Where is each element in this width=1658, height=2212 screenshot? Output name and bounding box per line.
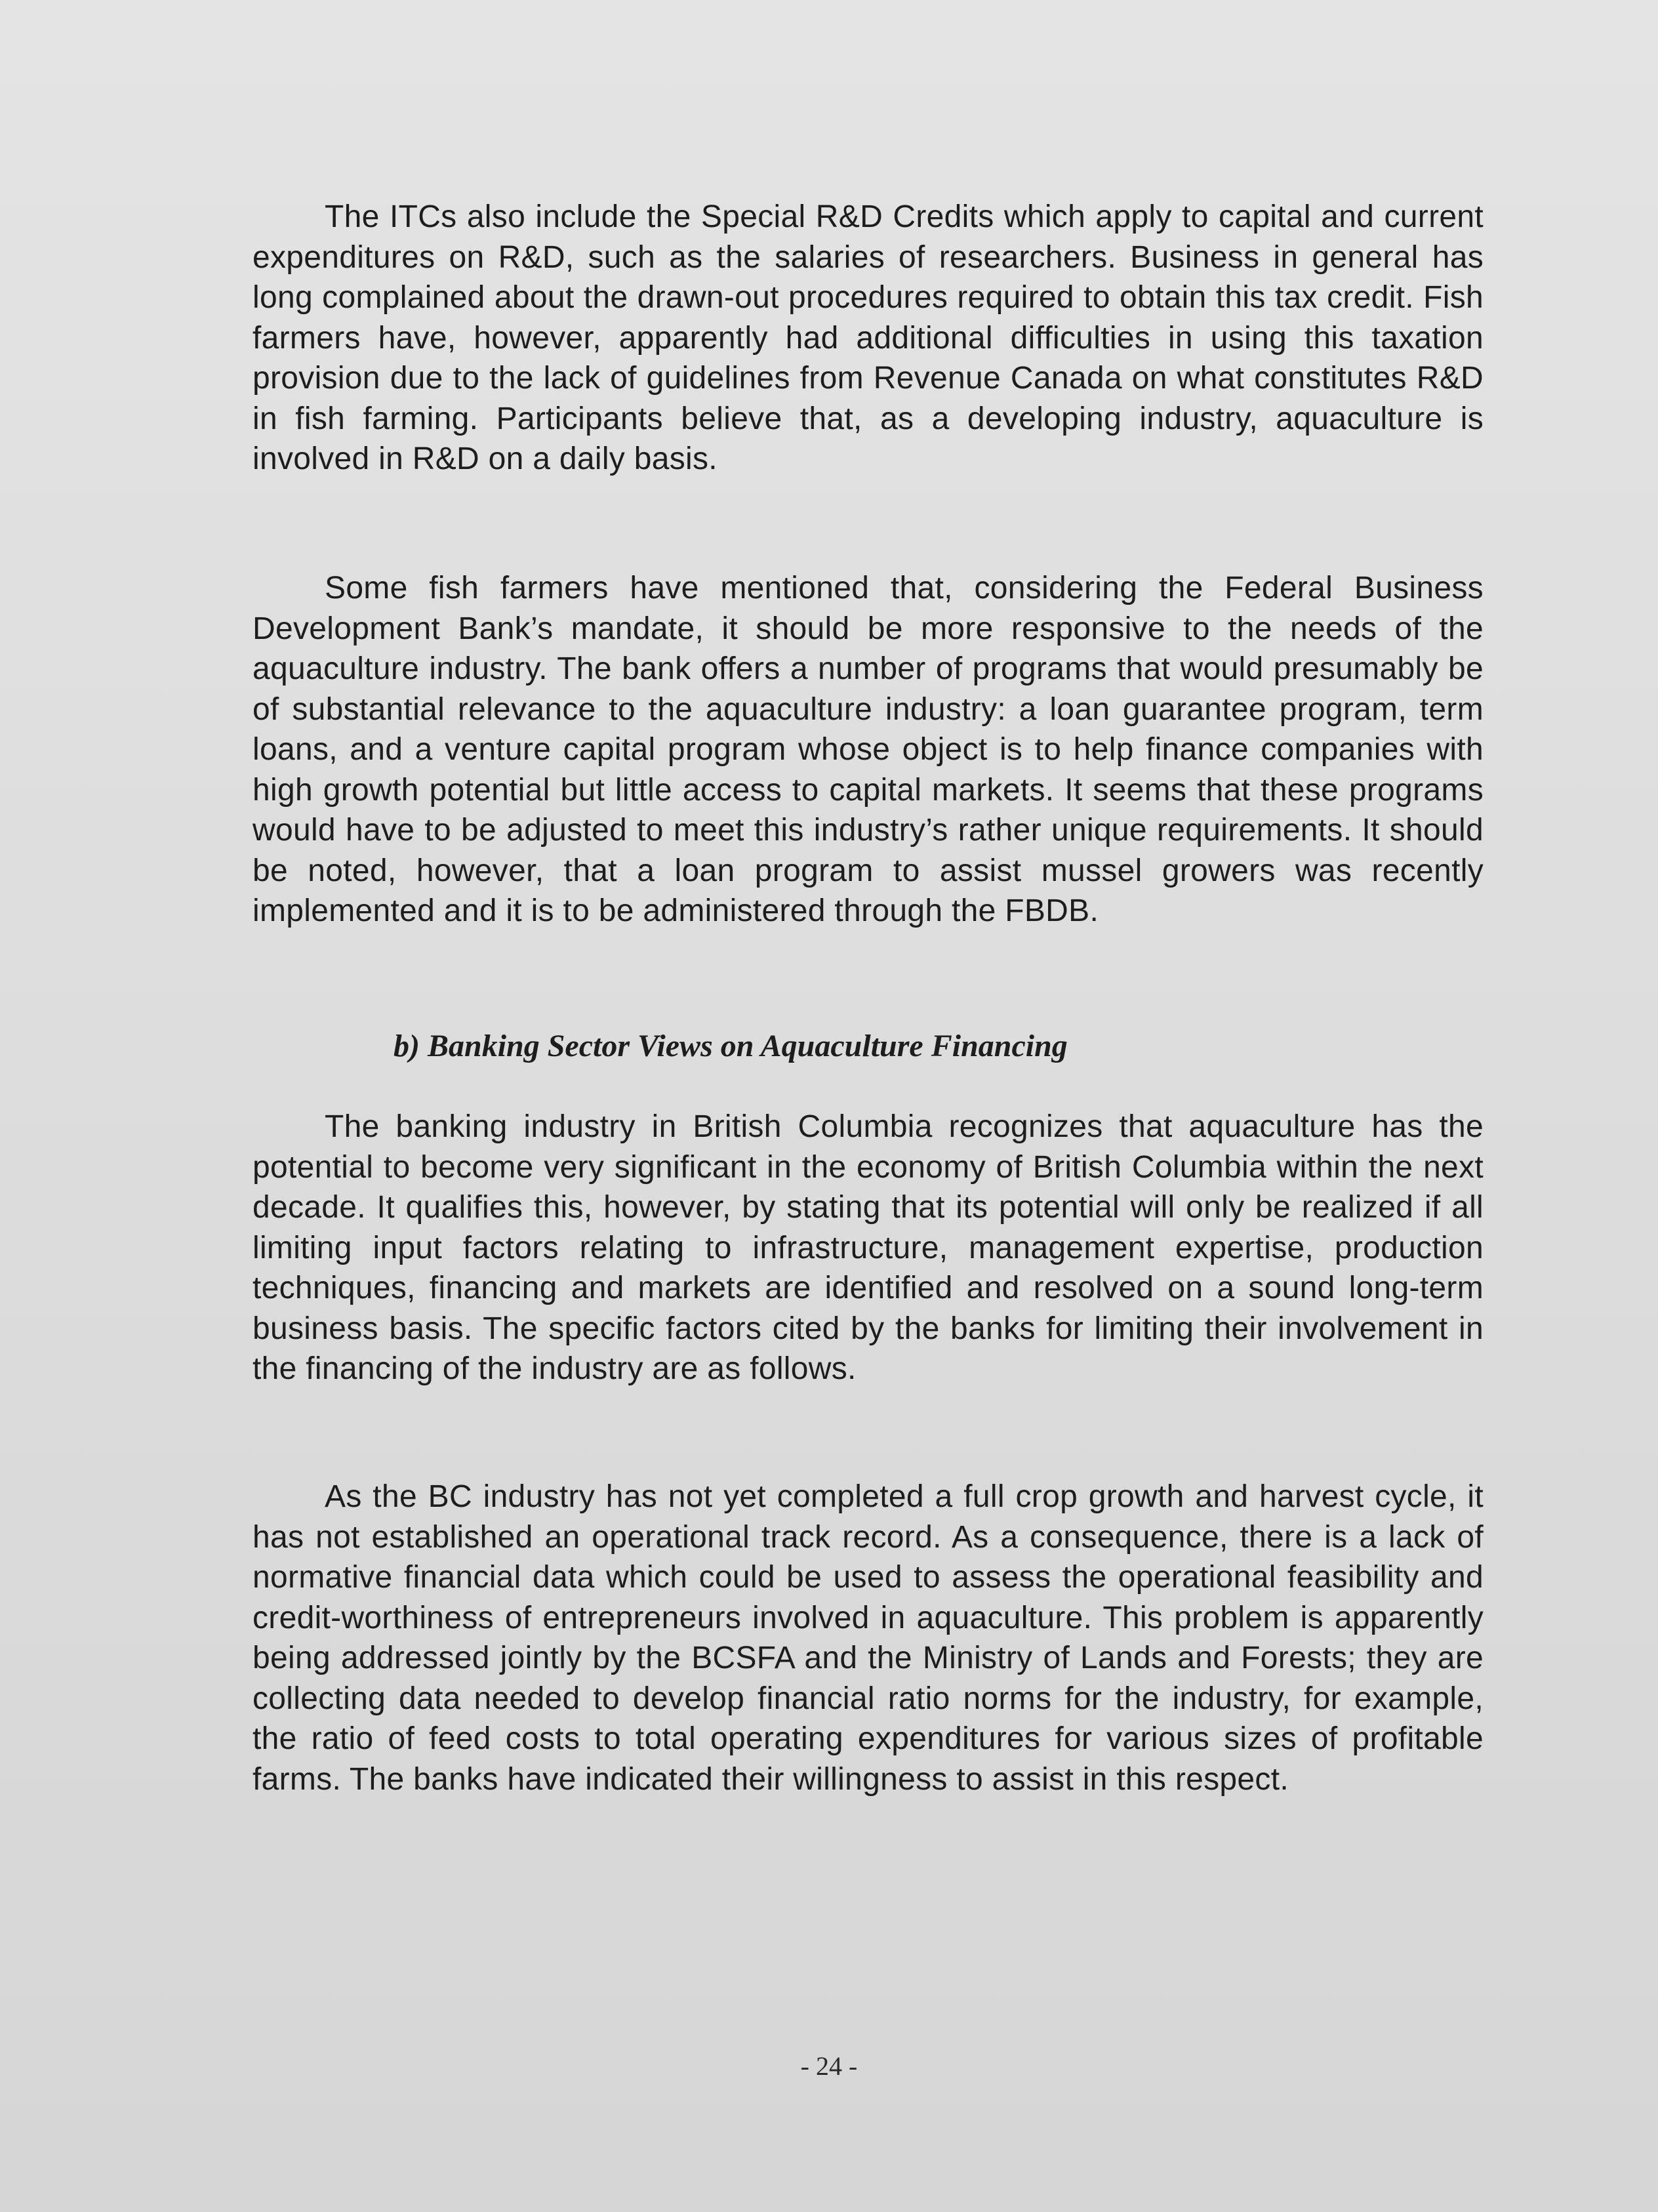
paragraph-itc-rd-credits: The ITCs also include the Special R&D Credits which apply to capital and current expenditures on R&D, such as the salaries of researchers. Business in general has long complained about the drawn-out procedures required to obtain this tax credit. Fish farmers have, however, apparently had additional difficulties in using this taxation provision due to the lack of guidelines from Revenue Canada on what constitutes R&D in fish farming. Participants believe that, as a developing industry, aquaculture is involved in R&D on a daily basis. bbox=[253, 199, 1484, 476]
section-heading: b) Banking Sector Views on Aquaculture Financing bbox=[394, 1029, 1068, 1063]
paragraph-banking-industry: The banking industry in British Columbia recognizes that aquaculture has the potential to become very significant in the economy of British Columbia within the next decade. It qualifies this, however, by stating that its potential will only be realized if all limiting input factors relating to infrastructure, management expertise, production techniques, financing and markets are identified and resolved on a sound long-term business basis. The specific factors cited by the banks for limiting their involvement in the financing of the industry are as follows. bbox=[253, 1109, 1484, 1386]
page-number: - 24 - bbox=[800, 2051, 858, 2081]
paragraph-fbdb-mandate: Some fish farmers have mentioned that, considering the Federal Business Development Bank’s mandate, it should be more responsive to the needs of the aquaculture industry. The bank offers a number of programs that would presumably be of substantial relevance to the aquaculture industry: a loan guarantee program, term loans, and a venture capital program whose object is to help finance companies with high growth potential but little access to capital markets. It seems that these programs would have to be adjusted to meet this industry’s rather unique requirements. It should be noted, however, that a loan program to assist mussel growers was recently implemented and it is to be administered through the FBDB. bbox=[253, 571, 1484, 928]
paragraph-track-record: As the BC industry has not yet completed a full crop growth and harvest cycle, it has not established an operational track record. As a consequence, there is a lack of normative financial data which could be used to assess the operational feasibility and credit-worthiness of entrepreneurs involved in aquaculture. This problem is apparently being addressed jointly by the BCSFA and the Ministry of Lands and Forests; they are collecting data needed to develop financial ratio norms for the industry, for example, the ratio of feed costs to total operating expenditures for various sizes of profitable farms. The banks have indicated their willingness to assist in this respect. bbox=[253, 1479, 1484, 1797]
